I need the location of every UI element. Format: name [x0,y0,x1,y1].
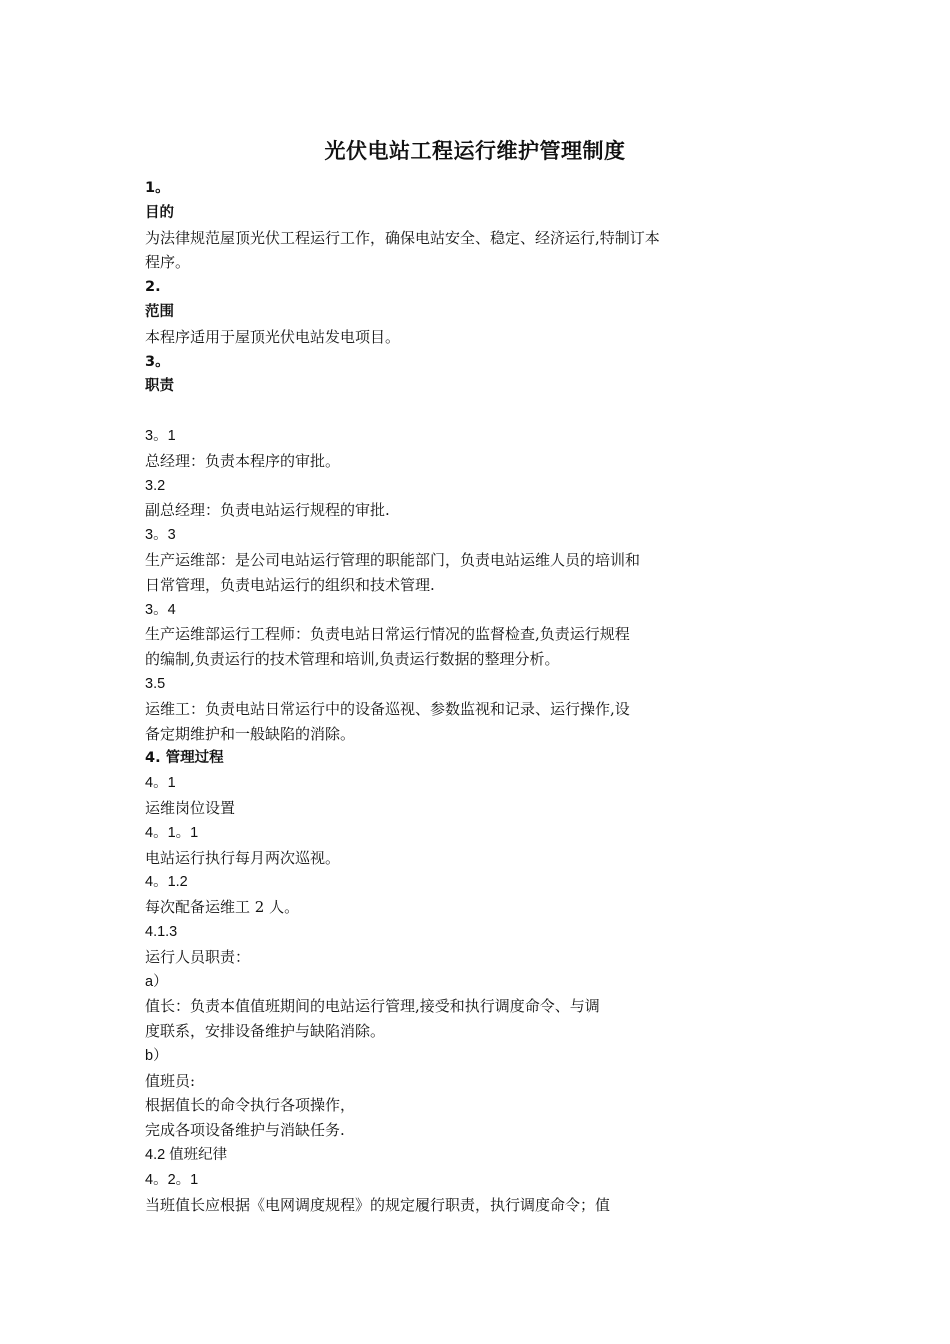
text-line: 程序。 [145,253,191,272]
document-title: 光伏电站工程运行维护管理制度 [324,139,626,163]
section-heading: 4. 管理过程 [145,750,224,767]
text-line: 4。1 [145,775,176,792]
section-heading: 范围 [145,303,174,320]
text-line: 值长：负责本值值班期间的电站运行管理,接受和执行调度命令、与调 [145,997,600,1016]
text-line: 生产运维部运行工程师：负责电站日常运行情况的监督检查,负责运行规程 [145,625,630,644]
text-line: 当班值长应根据《电网调度规程》的规定履行职责，执行调度命令；值 [145,1195,611,1214]
text-line: a） [145,973,168,990]
section-heading: 3。 [145,353,170,370]
document-body [145,176,735,1217]
blank-line [145,399,735,424]
text-line: 完成各项设备维护与消缺任务. [145,1121,345,1140]
text-line: 总经理：负责本程序的审批。 [145,451,341,470]
text-line: 运维工：负责电站日常运行中的设备巡视、参数监视和记录、运行操作,设 [145,699,630,718]
text-line: 4.1.3 [145,923,178,940]
text-line: 4。2。1 [145,1171,199,1188]
text-line: 3。1 [145,427,176,444]
section-heading: 目的 [145,204,174,221]
text-line: 4。1。1 [145,824,199,841]
text-line: 的编制,负责运行的技术管理和培训,负责运行数据的整理分析。 [145,650,560,669]
text-line: 备定期维护和一般缺陷的消除。 [145,724,356,743]
text-line: 日常管理，负责电站运行的组织和技术管理. [145,575,435,594]
text-line: 根据值长的命令执行各项操作， [145,1096,356,1115]
text-line: 运维岗位设置 [145,798,236,817]
text-line: 3。4 [145,601,176,618]
text-line: b） [145,1047,168,1064]
text-line: 副总经理：负责电站运行规程的审批. [145,501,390,520]
text-line: 为法律规范屋顶光伏工程运行工作，确保电站安全、稳定、经济运行,特制订本 [145,228,660,247]
text-line: 3.5 [145,675,166,692]
text-line: 3.2 [145,477,166,494]
text-line: 4。1.2 [145,874,188,891]
text-line: 电站运行执行每月两次巡视。 [145,848,341,867]
text-line: 本程序适用于屋顶光伏电站发电项目。 [145,327,401,346]
section-heading: 2. [145,279,161,296]
text-line: 4.2 值班纪律 [145,1147,228,1164]
text-line: 生产运维部：是公司电站运行管理的职能部门，负责电站运维人员的培训和 [145,550,641,569]
text-line: 运行人员职责： [145,947,251,966]
text-line: 3。3 [145,527,176,544]
text-line: 每次配备运维工 2 人。 [145,898,300,917]
text-line: 度联系，安排设备维护与缺陷消除。 [145,1022,386,1041]
section-heading: 职责 [145,378,174,395]
section-heading: 1。 [145,180,170,196]
text-line: 值班员: [145,1071,196,1090]
